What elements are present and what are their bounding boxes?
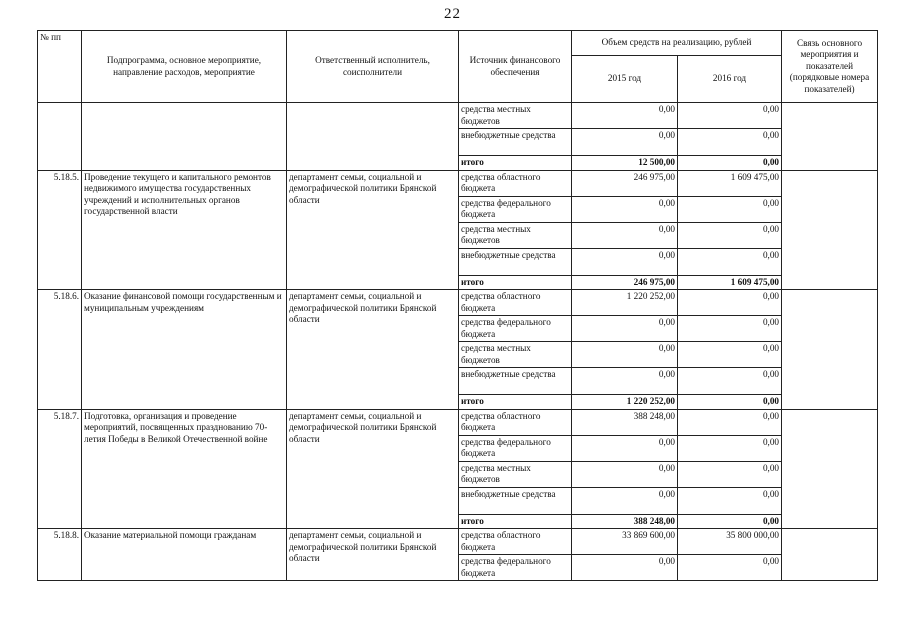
item-title: Оказание материальной помощи гражданам (82, 529, 287, 581)
header-col-subprogram: Подпрограмма, основное мероприятие, направление расходов, мероприятие (82, 31, 287, 103)
source-offbudget: внебюджетные средства (459, 368, 572, 395)
value-cell: 0,00 (678, 435, 782, 461)
source-offbudget: внебюджетные средства (459, 487, 572, 514)
item-title: Проведение текущего и капитального ремонтов недвижимого имущества государственных учреждений и исполнительных органов государственной власти (82, 170, 287, 290)
source-total: итого (459, 275, 572, 290)
link-cell (782, 103, 878, 171)
source-federal: средства федерального бюджета (459, 435, 572, 461)
value-cell: 35 800 000,00 (678, 529, 782, 555)
table-row (38, 290, 878, 316)
value-cell: 0,00 (678, 222, 782, 248)
value-cell: 0,00 (572, 461, 678, 487)
source-federal: средства федерального бюджета (459, 555, 572, 581)
value-cell: 0,00 (678, 290, 782, 316)
value-cell: 0,00 (678, 368, 782, 395)
table-row (38, 409, 878, 435)
value-cell: 0,00 (572, 129, 678, 156)
value-cell: 0,00 (678, 514, 782, 529)
table-row (38, 103, 878, 129)
item-title: Оказание финансовой помощи государственным и муниципальным учреждениям (82, 290, 287, 410)
value-cell: 0,00 (678, 555, 782, 581)
value-cell: 0,00 (678, 409, 782, 435)
item-code: 5.18.6. (38, 290, 82, 410)
value-cell: 0,00 (572, 555, 678, 581)
value-cell: 388 248,00 (572, 514, 678, 529)
value-cell: 0,00 (678, 461, 782, 487)
value-cell: 0,00 (572, 342, 678, 368)
item-code (38, 103, 82, 171)
value-cell: 0,00 (678, 156, 782, 171)
value-cell: 1 609 475,00 (678, 275, 782, 290)
value-cell: 388 248,00 (572, 409, 678, 435)
value-cell: 0,00 (678, 342, 782, 368)
value-cell: 1 220 252,00 (572, 290, 678, 316)
table-row (38, 170, 878, 196)
source-regional: средства областного бюджета (459, 529, 572, 555)
value-cell: 0,00 (678, 103, 782, 129)
value-cell: 0,00 (572, 222, 678, 248)
source-offbudget: внебюджетные средства (459, 248, 572, 275)
header-col-volume: Объем средств на реализацию, рублей (572, 31, 782, 56)
source-regional: средства областного бюджета (459, 170, 572, 196)
item-executor (287, 103, 459, 171)
item-executor: департамент семьи, социальной и демографической политики Брянской области (287, 529, 459, 581)
item-executor: департамент семьи, социальной и демографической политики Брянской области (287, 409, 459, 529)
item-code: 5.18.5. (38, 170, 82, 290)
link-cell (782, 290, 878, 410)
value-cell: 1 220 252,00 (572, 395, 678, 410)
value-cell: 0,00 (678, 248, 782, 275)
source-federal: средства федерального бюджета (459, 196, 572, 222)
header-col-no: № пп (38, 31, 82, 103)
value-cell: 0,00 (678, 316, 782, 342)
value-cell: 0,00 (678, 395, 782, 410)
item-executor: департамент семьи, социальной и демографической политики Брянской области (287, 170, 459, 290)
value-cell: 246 975,00 (572, 170, 678, 196)
value-cell: 0,00 (678, 196, 782, 222)
value-cell: 246 975,00 (572, 275, 678, 290)
budget-table (37, 30, 878, 581)
value-cell: 0,00 (572, 103, 678, 129)
source-local: средства местных бюджетов (459, 103, 572, 129)
value-cell: 0,00 (572, 316, 678, 342)
source-regional: средства областного бюджета (459, 409, 572, 435)
source-local: средства местных бюджетов (459, 342, 572, 368)
item-code: 5.18.8. (38, 529, 82, 581)
source-regional: средства областного бюджета (459, 290, 572, 316)
link-cell (782, 409, 878, 529)
source-total: итого (459, 395, 572, 410)
item-title: Подготовка, организация и проведение мероприятий, посвященных празднованию 70-летия Победы в Великой Отечественной войне (82, 409, 287, 529)
value-cell: 0,00 (572, 487, 678, 514)
page-number: 22 (444, 6, 461, 22)
source-local: средства местных бюджетов (459, 461, 572, 487)
value-cell: 0,00 (678, 487, 782, 514)
source-offbudget: внебюджетные средства (459, 129, 572, 156)
header-col-executor: Ответственный исполнитель, соисполнители (287, 31, 459, 103)
value-cell: 0,00 (572, 435, 678, 461)
item-code: 5.18.7. (38, 409, 82, 529)
header-col-year1: 2015 год (572, 56, 678, 103)
value-cell: 0,00 (572, 196, 678, 222)
value-cell: 33 869 600,00 (572, 529, 678, 555)
table-row (38, 529, 878, 555)
value-cell: 0,00 (572, 248, 678, 275)
source-total: итого (459, 156, 572, 171)
header-col-source: Источник финансового обеспечения (459, 31, 572, 103)
source-federal: средства федерального бюджета (459, 316, 572, 342)
item-title (82, 103, 287, 171)
source-local: средства местных бюджетов (459, 222, 572, 248)
value-cell: 0,00 (572, 368, 678, 395)
source-total: итого (459, 514, 572, 529)
header-col-link: Связь основного мероприятия и показателей (порядковые номера показателей) (782, 31, 878, 103)
value-cell: 1 609 475,00 (678, 170, 782, 196)
header-row-1 (38, 31, 878, 56)
value-cell: 0,00 (678, 129, 782, 156)
item-executor: департамент семьи, социальной и демографической политики Брянской области (287, 290, 459, 410)
link-cell (782, 170, 878, 290)
value-cell: 12 500,00 (572, 156, 678, 171)
link-cell (782, 529, 878, 581)
header-col-year2: 2016 год (678, 56, 782, 103)
